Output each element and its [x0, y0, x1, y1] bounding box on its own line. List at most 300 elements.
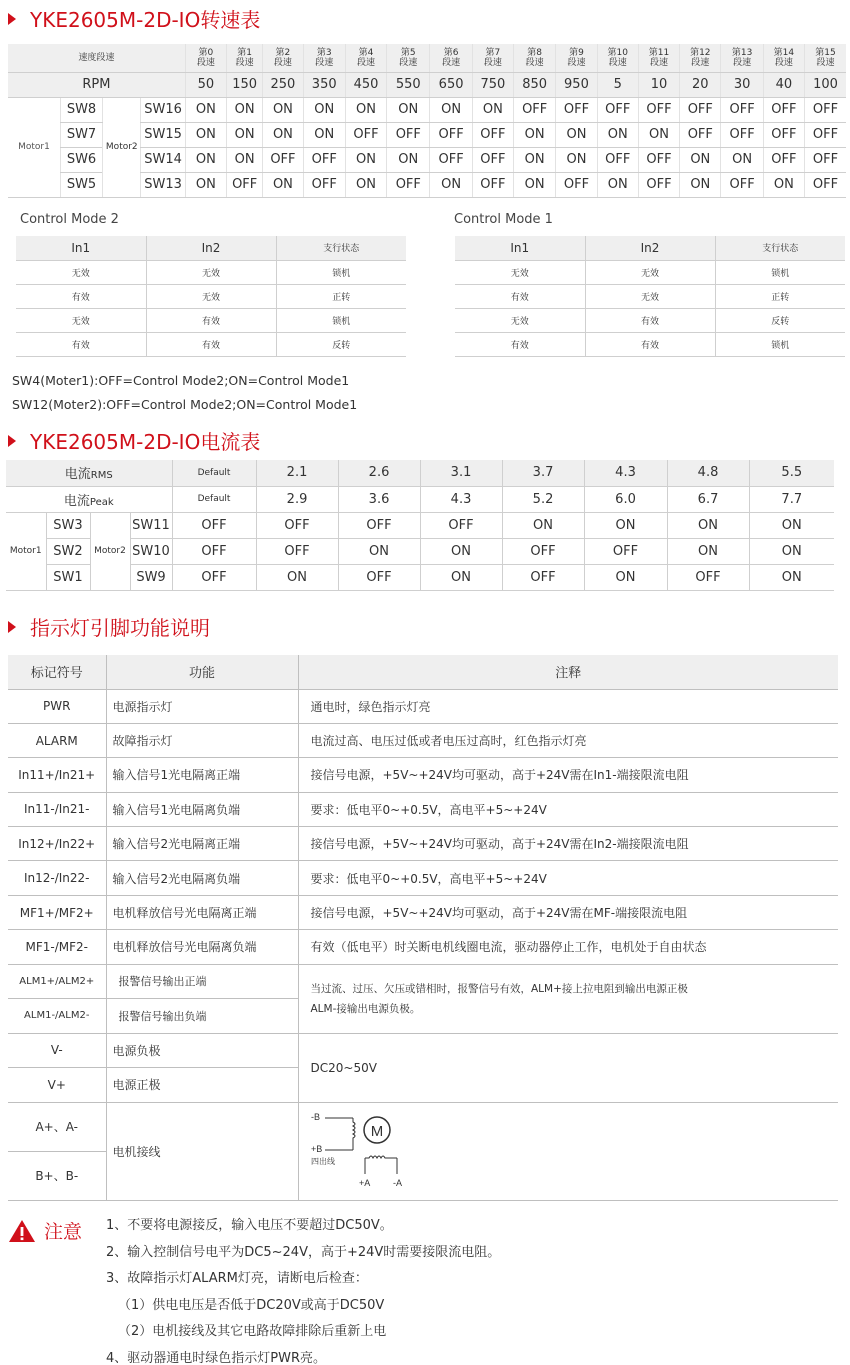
- peak-value: 6.7: [667, 486, 749, 512]
- switch-state: OFF: [680, 122, 721, 147]
- mode2-cell: 有效: [16, 332, 146, 356]
- speed-col-line2: 段速: [650, 57, 669, 68]
- rms-value: 4.3: [584, 460, 667, 486]
- switch-state: ON: [502, 512, 584, 538]
- mode2-cell: 锁机: [276, 308, 406, 332]
- pins-row: [8, 861, 838, 895]
- speed-col-line1: 第13: [731, 47, 753, 58]
- switch-state: OFF: [721, 97, 763, 122]
- switch-state: OFF: [420, 512, 502, 538]
- rpm-value: 550: [387, 72, 430, 97]
- switch-state: ON: [387, 147, 430, 172]
- switch-state: ON: [303, 122, 345, 147]
- motor1-label: Motor1: [8, 97, 60, 197]
- peak-row: [6, 486, 834, 512]
- pin-symbol: MF1-/MF2-: [8, 930, 106, 964]
- switch-state: OFF: [584, 538, 667, 564]
- current-switch-row: [6, 512, 834, 538]
- switch-state: ON: [680, 147, 721, 172]
- mode1-cell: 无效: [585, 284, 715, 308]
- switch-state: ON: [303, 97, 345, 122]
- switch-label: SW6: [60, 147, 102, 172]
- switch-state: OFF: [667, 564, 749, 590]
- switch-label: SW13: [141, 172, 185, 197]
- pins-row: [8, 1033, 838, 1068]
- switch-state: OFF: [472, 122, 513, 147]
- pin-function: 电机接线: [106, 1102, 298, 1200]
- peak-label: [6, 486, 172, 512]
- switch-state: ON: [749, 564, 834, 590]
- mode1-cell: 无效: [455, 308, 585, 332]
- speed-col-line1: 第6: [443, 47, 459, 58]
- speed-table: [8, 44, 846, 198]
- diagram-four-wire: 四出线: [310, 1156, 335, 1166]
- switch-state: OFF: [172, 564, 256, 590]
- rpm-value: 10: [638, 72, 679, 97]
- switch-state: ON: [638, 122, 679, 147]
- mode2-cell: 无效: [146, 260, 276, 284]
- switch-state: ON: [514, 172, 556, 197]
- notes-list: [106, 1216, 500, 1365]
- pin-function: 输入信号2光电隔离负端: [106, 861, 298, 895]
- switch-state: ON: [185, 172, 226, 197]
- speed-col-header: [472, 44, 513, 72]
- control-mode2-table: [16, 236, 406, 357]
- switch-state: ON: [345, 147, 386, 172]
- speed-col-line1: 第14: [773, 47, 795, 58]
- switch-state: OFF: [763, 122, 804, 147]
- speed-col-header: [303, 44, 345, 72]
- default-label: Default: [172, 486, 256, 512]
- speed-header-label: 速度段速: [8, 44, 185, 72]
- switch-label: SW9: [130, 564, 172, 590]
- switch-state: ON: [345, 172, 386, 197]
- note-item: 1、不要将电源接反，输入电压不要超过DC50V。: [106, 1218, 393, 1233]
- switch-state: OFF: [805, 172, 846, 197]
- default-label: Default: [172, 460, 256, 486]
- pins-table: [8, 655, 838, 1201]
- mode1-caption: Control Mode 1: [454, 212, 553, 227]
- switch-state: ON: [721, 147, 763, 172]
- speed-col-line2: 段速: [483, 57, 502, 68]
- warning-text: 注意: [44, 1221, 83, 1243]
- switch-state: ON: [227, 97, 263, 122]
- mode1-cell: 有效: [585, 332, 715, 356]
- speed-col-header: [227, 44, 263, 72]
- pin-note: 通电时，绿色指示灯亮: [298, 689, 838, 723]
- rms-value: 4.8: [667, 460, 749, 486]
- switch-state: ON: [597, 122, 638, 147]
- mode2-header-cell: 支行状态: [276, 236, 406, 260]
- rms-label-sub: RMS: [90, 470, 113, 482]
- speed-col-line1: 第7: [485, 47, 501, 58]
- switch-state: ON: [597, 172, 638, 197]
- pin-function: 电机释放信号光电隔离负端: [106, 930, 298, 964]
- mode2-header-cell: In1: [16, 236, 146, 260]
- pins-row: [8, 758, 838, 792]
- pins-row: [8, 1102, 838, 1151]
- diagram-plus-b: +B: [310, 1143, 322, 1154]
- switch-state: OFF: [805, 147, 846, 172]
- switch-state: OFF: [721, 122, 763, 147]
- switch-state: ON: [256, 564, 338, 590]
- mode1-cell: 正转: [715, 284, 845, 308]
- mode2-cell: 有效: [146, 308, 276, 332]
- switch-state: OFF: [338, 512, 420, 538]
- switch-state: ON: [185, 147, 226, 172]
- sw12-note: SW12(Moter2):OFF=Control Mode2;ON=Control Mode1: [12, 397, 358, 412]
- switch-state: OFF: [721, 172, 763, 197]
- rpm-value: 350: [303, 72, 345, 97]
- speed-col-line1: 第15: [815, 47, 836, 58]
- switch-state: ON: [430, 97, 472, 122]
- switch-state: OFF: [556, 97, 597, 122]
- mode2-caption: Control Mode 2: [20, 212, 119, 227]
- note-item: 3、故障指示灯ALARM灯亮，请断电后检查：: [106, 1271, 368, 1287]
- switch-state: OFF: [597, 97, 638, 122]
- coil-b: [353, 1118, 355, 1150]
- rms-value: 3.7: [502, 460, 584, 486]
- peak-value: 6.0: [584, 486, 667, 512]
- switch-state: ON: [556, 147, 597, 172]
- rpm-label: RPM: [8, 72, 185, 97]
- pin-function: 输入信号2光电隔离正端: [106, 827, 298, 861]
- speed-header-row: [8, 44, 846, 72]
- mode2-header-cell: In2: [146, 236, 276, 260]
- speed-col-line2: 段速: [567, 57, 586, 68]
- rpm-value: 20: [680, 72, 721, 97]
- speed-col-header: [185, 44, 226, 72]
- pin-symbol: PWR: [8, 689, 106, 723]
- pin-function: 报警信号输出负端: [106, 999, 298, 1034]
- switch-state: ON: [584, 564, 667, 590]
- speed-col-line1: 第12: [690, 47, 711, 58]
- peak-value: 3.6: [338, 486, 420, 512]
- pin-note: 有效（低电平）时关断电机线圈电流，驱动器停止工作，电机处于自由状态: [298, 930, 838, 964]
- switch-state: ON: [185, 122, 226, 147]
- switch-state: OFF: [556, 172, 597, 197]
- rpm-value: 5: [597, 72, 638, 97]
- section-title-pins: [8, 612, 210, 641]
- mode1-cell: 反转: [715, 308, 845, 332]
- speed-col-line1: 第4: [358, 47, 374, 58]
- switch-state: ON: [749, 512, 834, 538]
- peak-value: 7.7: [749, 486, 834, 512]
- speed-col-line2: 段速: [525, 57, 544, 68]
- mode1-row: [455, 284, 845, 308]
- peak-label-text: 电流: [63, 493, 90, 509]
- switch-state: ON: [514, 122, 556, 147]
- rpm-value: 30: [721, 72, 763, 97]
- mode2-cell: 无效: [16, 260, 146, 284]
- current-switch-row: [6, 564, 834, 590]
- pins-header-cell: 标记符号: [8, 655, 106, 689]
- switch-label: SW11: [130, 512, 172, 538]
- switch-state: OFF: [680, 97, 721, 122]
- pin-symbol: In12-/In22-: [8, 861, 106, 895]
- speed-col-line2: 段速: [356, 57, 375, 68]
- motor1-label: Motor1: [6, 512, 46, 590]
- pin-note: 电流过高、电压过低或者电压过高时，红色指示灯亮: [298, 723, 838, 757]
- warning-icon: [8, 1219, 36, 1243]
- pin-note: 要求：低电平0~+0.5V，高电平+5~+24V: [298, 792, 838, 826]
- speed-col-line2: 段速: [816, 57, 835, 68]
- switch-state: OFF: [597, 147, 638, 172]
- rpm-row: [8, 72, 846, 97]
- pins-row: [8, 689, 838, 723]
- mode1-cell: 有效: [455, 284, 585, 308]
- rpm-value: 50: [185, 72, 226, 97]
- pins-row: [8, 930, 838, 964]
- switch-state: OFF: [263, 147, 303, 172]
- switch-state: OFF: [638, 172, 679, 197]
- speed-col-line2: 段速: [608, 57, 627, 68]
- pin-note: 接信号电源，+5V~+24V均可驱动，高于+24V需在In2-端接限流电阻: [298, 827, 838, 861]
- pin-function: 输入信号1光电隔离正端: [106, 758, 298, 792]
- pins-header-cell: 注释: [298, 655, 838, 689]
- switch-state: OFF: [303, 147, 345, 172]
- alm-note-line1: 当过流、过压、欠压或错相时，报警信号有效，ALM+接上拉电阻到输出电源正极: [310, 982, 688, 995]
- peak-value: 5.2: [502, 486, 584, 512]
- switch-state: OFF: [387, 172, 430, 197]
- switch-state: OFF: [430, 147, 472, 172]
- pins-row: [8, 895, 838, 929]
- mode2-cell: 有效: [146, 332, 276, 356]
- speed-col-header: [597, 44, 638, 72]
- control-mode1-table: [455, 236, 845, 357]
- switch-state: OFF: [172, 538, 256, 564]
- speed-col-header: [763, 44, 804, 72]
- switch-state: ON: [263, 122, 303, 147]
- mode1-header-cell: 支行状态: [715, 236, 845, 260]
- pin-function: 电源指示灯: [106, 689, 298, 723]
- sw4-note: SW4(Moter1):OFF=Control Mode2;ON=Control Mode1: [12, 373, 350, 388]
- rms-value: 2.1: [256, 460, 338, 486]
- speed-switch-row: [8, 97, 846, 122]
- note-item: 2、输入控制信号电平为DC5~24V，高于+24V时需要接限流电阻。: [106, 1244, 501, 1260]
- rpm-value: 150: [227, 72, 263, 97]
- mode2-row: [16, 332, 406, 356]
- switch-state: OFF: [805, 97, 846, 122]
- pin-symbol: In11+/In21+: [8, 758, 106, 792]
- rpm-value: 100: [805, 72, 846, 97]
- pin-symbol: A+、A-: [8, 1102, 106, 1151]
- speed-col-line1: 第9: [569, 47, 584, 58]
- mode1-row: [455, 308, 845, 332]
- speed-col-line1: 第2: [275, 47, 291, 58]
- mode1-header-cell: In1: [455, 236, 585, 260]
- speed-col-line2: 段速: [235, 57, 254, 68]
- speed-col-header: [556, 44, 597, 72]
- switch-label: SW5: [60, 172, 102, 197]
- pin-note: DC20~50V: [298, 1033, 838, 1102]
- pin-function: 电源正极: [106, 1068, 298, 1103]
- rms-label: [6, 460, 172, 486]
- pin-function: 电源负极: [106, 1033, 298, 1068]
- switch-state: ON: [667, 512, 749, 538]
- speed-col-line1: 第10: [607, 47, 628, 58]
- switch-state: ON: [420, 538, 502, 564]
- switch-state: ON: [556, 122, 597, 147]
- speed-col-header: [430, 44, 472, 72]
- speed-col-line2: 段速: [733, 57, 752, 68]
- pin-symbol: In11-/In21-: [8, 792, 106, 826]
- switch-state: ON: [749, 538, 834, 564]
- mode1-cell: 有效: [455, 332, 585, 356]
- switch-state: OFF: [172, 512, 256, 538]
- note-item: （2）电机接线及其它电路故障排除后重新上电: [118, 1324, 387, 1340]
- switch-state: OFF: [227, 172, 263, 197]
- switch-state: OFF: [638, 147, 679, 172]
- pin-note: 接信号电源，+5V~+24V均可驱动，高于+24V需在In1-端接限流电阻: [298, 758, 838, 792]
- rpm-value: 650: [430, 72, 472, 97]
- section-title-text: 指示灯引脚功能说明: [30, 616, 210, 640]
- peak-value: 4.3: [420, 486, 502, 512]
- switch-label: SW2: [46, 538, 90, 564]
- pin-symbol: In12+/In22+: [8, 827, 106, 861]
- mode2-cell: 反转: [276, 332, 406, 356]
- section-title-speed: [8, 4, 260, 33]
- pin-symbol: ALM1+/ALM2+: [8, 964, 106, 999]
- mode2-row: [16, 308, 406, 332]
- motor-diagram-cell: [298, 1102, 838, 1200]
- current-table: [6, 460, 834, 591]
- speed-col-line1: 第8: [527, 47, 543, 58]
- pin-symbol: ALM1-/ALM2-: [8, 999, 106, 1034]
- mode2-header-row: [16, 236, 406, 260]
- speed-col-line2: 段速: [774, 57, 793, 68]
- switch-label: SW3: [46, 512, 90, 538]
- mode2-row: [16, 284, 406, 308]
- switch-state: OFF: [303, 172, 345, 197]
- switch-label: SW14: [141, 147, 185, 172]
- mode2-cell: 无效: [16, 308, 146, 332]
- pin-function: 故障指示灯: [106, 723, 298, 757]
- pin-symbol: ALARM: [8, 723, 106, 757]
- switch-state: ON: [763, 172, 804, 197]
- speed-col-line1: 第5: [400, 47, 416, 58]
- mode1-cell: 有效: [585, 308, 715, 332]
- switch-state: ON: [514, 147, 556, 172]
- switch-label: SW10: [130, 538, 172, 564]
- rms-value: 3.1: [420, 460, 502, 486]
- diagram-minus-b: -B: [310, 1111, 320, 1122]
- mode1-header-cell: In2: [585, 236, 715, 260]
- mode2-cell: 正转: [276, 284, 406, 308]
- motor2-label: Motor2: [103, 97, 141, 197]
- speed-col-line1: 第11: [648, 47, 670, 58]
- speed-col-line2: 段速: [315, 57, 334, 68]
- switch-state: OFF: [763, 97, 804, 122]
- speed-col-line1: 第1: [237, 47, 253, 58]
- pins-row: [8, 792, 838, 826]
- switch-state: OFF: [638, 97, 679, 122]
- rpm-value: 950: [556, 72, 597, 97]
- speed-col-header: [387, 44, 430, 72]
- switch-state: OFF: [256, 512, 338, 538]
- pins-row: [8, 964, 838, 999]
- current-switch-row: [6, 538, 834, 564]
- pin-function: 输入信号1光电隔离负端: [106, 792, 298, 826]
- switch-state: ON: [420, 564, 502, 590]
- section-title-current: [8, 426, 260, 455]
- switch-state: OFF: [502, 564, 584, 590]
- switch-state: ON: [263, 172, 303, 197]
- mode1-cell: 锁机: [715, 332, 845, 356]
- peak-label-sub: Peak: [89, 496, 114, 508]
- speed-col-header: [721, 44, 763, 72]
- switch-state: ON: [584, 512, 667, 538]
- switch-state: ON: [345, 97, 386, 122]
- rms-row: [6, 460, 834, 486]
- mode2-row: [16, 260, 406, 284]
- switch-state: OFF: [805, 122, 846, 147]
- mode1-row: [455, 332, 845, 356]
- switch-state: OFF: [387, 122, 430, 147]
- coil-a: [365, 1156, 397, 1158]
- speed-col-line2: 段速: [442, 57, 461, 68]
- note-item: （1）供电电压是否低于DC20V或高于DC50V: [118, 1297, 385, 1313]
- speed-col-line1: 第0: [198, 47, 214, 58]
- alm-note-line2: ALM-接输出电源负极。: [310, 1002, 421, 1015]
- switch-state: OFF: [472, 172, 513, 197]
- switch-label: SW1: [46, 564, 90, 590]
- switch-state: ON: [185, 97, 226, 122]
- switch-state: ON: [680, 172, 721, 197]
- diagram-plus-a: +A: [358, 1177, 370, 1188]
- rpm-value: 850: [514, 72, 556, 97]
- rpm-value: 40: [763, 72, 804, 97]
- speed-col-header: [263, 44, 303, 72]
- switch-state: ON: [263, 97, 303, 122]
- switch-state: OFF: [514, 97, 556, 122]
- speed-col-header: [638, 44, 679, 72]
- speed-col-line1: 第3: [316, 47, 332, 58]
- rpm-value: 450: [345, 72, 386, 97]
- pins-row: [8, 827, 838, 861]
- note-item: 4、驱动器通电时绿色指示灯PWR亮。: [106, 1350, 326, 1365]
- triangle-icon: [8, 621, 16, 633]
- speed-col-header: [805, 44, 846, 72]
- pin-note: [298, 964, 838, 1033]
- mode1-header-row: [455, 236, 845, 260]
- diagram-minus-a: -A: [392, 1177, 402, 1188]
- triangle-icon: [8, 435, 16, 447]
- switch-state: ON: [227, 122, 263, 147]
- motor2-label: Motor2: [90, 512, 130, 590]
- switch-state: OFF: [338, 564, 420, 590]
- speed-col-header: [514, 44, 556, 72]
- rms-value: 5.5: [749, 460, 834, 486]
- motor-letter: M: [370, 1122, 383, 1140]
- rms-value: 2.6: [338, 460, 420, 486]
- switch-state: OFF: [472, 147, 513, 172]
- switch-state: ON: [667, 538, 749, 564]
- pin-symbol: MF1+/MF2+: [8, 895, 106, 929]
- rpm-value: 250: [263, 72, 303, 97]
- pin-function: 报警信号输出正端: [106, 964, 298, 999]
- pins-header-row: [8, 655, 838, 689]
- pin-note: 接信号电源，+5V~+24V均可驱动，高于+24V需在MF-端接限流电阻: [298, 895, 838, 929]
- pin-function: 电机释放信号光电隔离正端: [106, 895, 298, 929]
- mode2-cell: 无效: [146, 284, 276, 308]
- mode1-row: [455, 260, 845, 284]
- switch-state: OFF: [256, 538, 338, 564]
- switch-state: OFF: [430, 122, 472, 147]
- speed-col-line2: 段速: [196, 57, 215, 68]
- switch-state: OFF: [345, 122, 386, 147]
- speed-col-header: [345, 44, 386, 72]
